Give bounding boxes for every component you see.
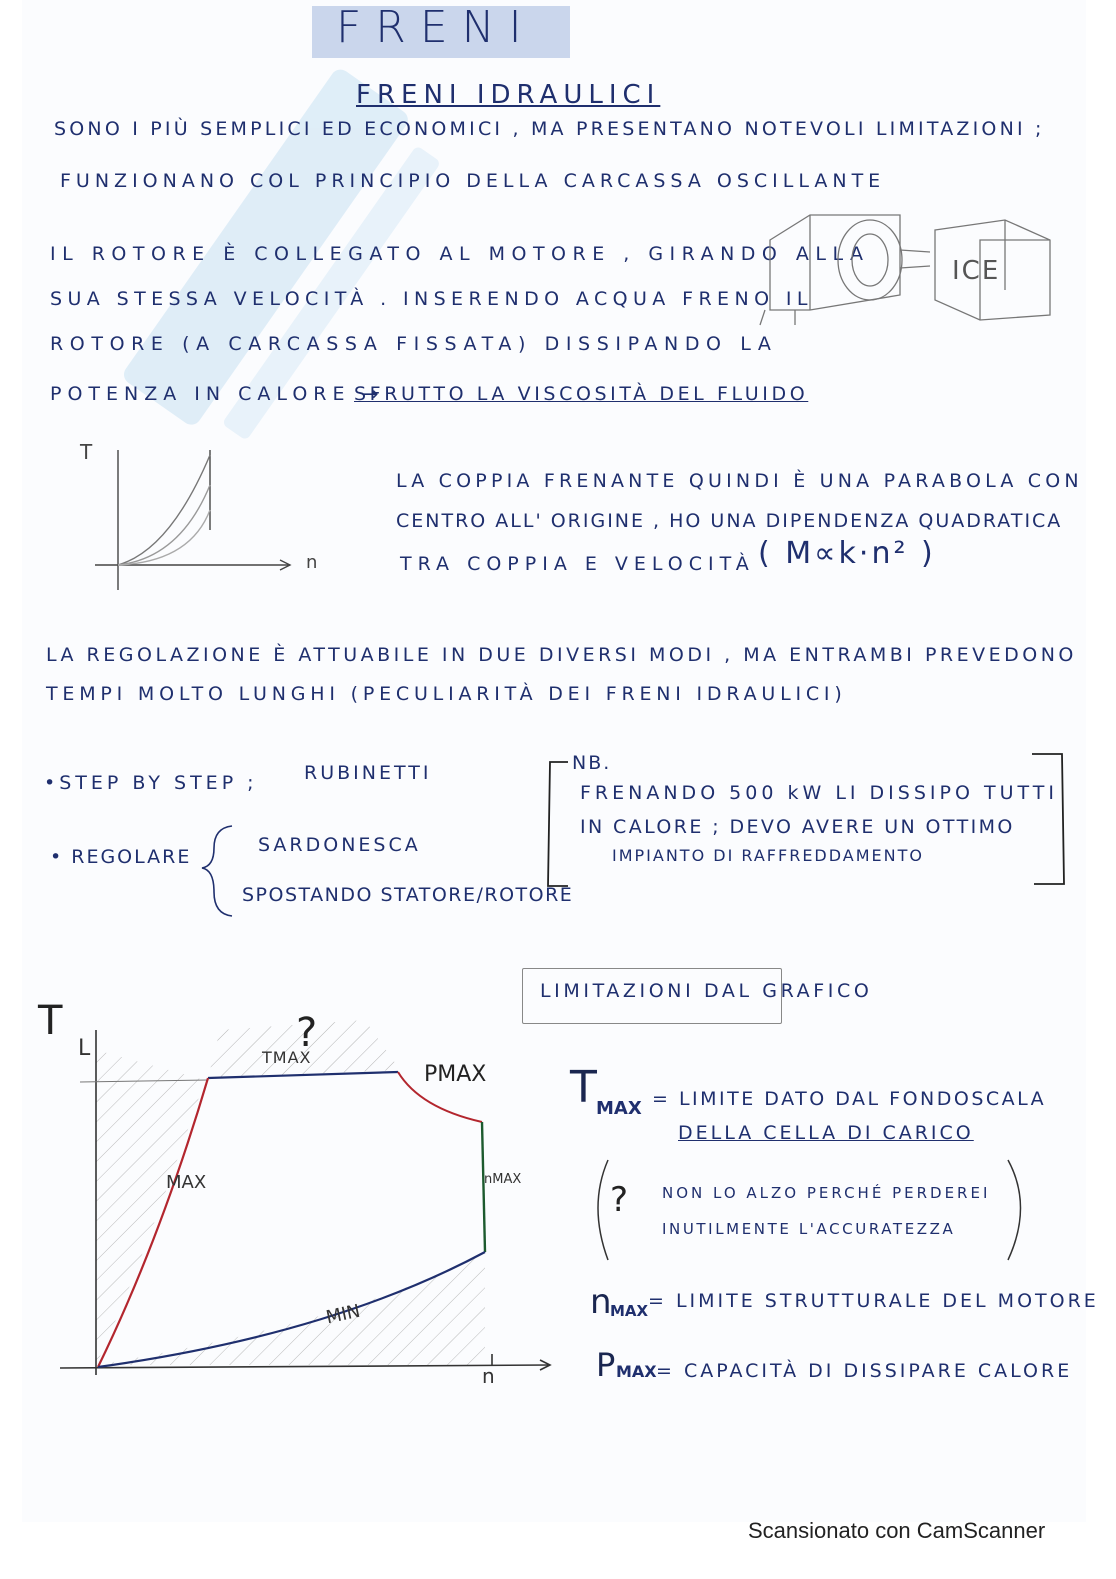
regulation-option-1: SARDONESCA <box>258 834 421 856</box>
limits-graph-x-label: n <box>482 1364 495 1388</box>
left-excluded-zone <box>96 1050 205 1365</box>
nmax-line <box>482 1122 485 1252</box>
tmax-definition-1: = LIMITE DATO DAL FONDOSCALA <box>652 1088 1047 1110</box>
rotor-line-1: IL ROTORE È COLLEGATO AL MOTORE , GIRANDO ALLA <box>50 243 870 265</box>
tmax-note-question: ? <box>610 1180 629 1220</box>
regulation-brace <box>196 822 236 922</box>
scanner-footer: Scansionato con CamScanner <box>748 1518 1046 1543</box>
rotor-line-3: ROTORE (A CARCASSA FISSATA) DISSIPANDO LA <box>50 333 778 355</box>
brake-sketch <box>750 200 1060 330</box>
page-subtitle: FRENI IDRAULICI <box>356 80 661 110</box>
rotor-line-4b: SFRUTTO LA VISCOSITÀ DEL FLUIDO <box>354 383 809 405</box>
limits-graph-pmax-label: PMAX <box>424 1062 487 1087</box>
pmax-symbol: P <box>596 1346 616 1384</box>
sketch-label: ICE <box>952 256 1001 286</box>
note-line-3: IMPIANTO DI RAFFREDDAMENTO <box>612 846 924 865</box>
small-graph-x-label: n <box>306 552 322 573</box>
regulation-item-1-value: RUBINETTI <box>304 762 432 784</box>
torque-line-3: TRA COPPIA E VELOCITÀ <box>400 553 755 575</box>
limits-x-axis <box>60 1365 550 1368</box>
page-title: FRENI <box>336 2 536 53</box>
rotor-line-4a: POTENZA IN CALORE → <box>50 383 385 405</box>
note-label: NB. <box>572 752 612 774</box>
pmax-subscript: MAX <box>616 1362 657 1381</box>
regulation-option-2: SPOSTANDO STATORE/ROTORE <box>242 884 574 906</box>
limits-graph-max-label: MAX <box>166 1172 207 1193</box>
regulation-item-1-label: •STEP BY STEP ; <box>44 772 258 794</box>
limits-graph-nmax-label: nMAX <box>484 1172 522 1187</box>
limits-box-title: LIMITAZIONI DAL GRAFICO <box>540 980 873 1002</box>
intro-line-2: FUNZIONANO COL PRINCIPIO DELLA CARCASSA OSCILLANTE <box>60 170 886 192</box>
bottom-excluded-zone <box>96 1252 485 1365</box>
limits-graph-y-tick: L <box>78 1036 91 1061</box>
tmax-note-line-1: NON LO ALZO PERCHÉ PERDEREI <box>662 1184 991 1202</box>
note-line-1: FRENANDO 500 kW LI DISSIPO TUTTI <box>580 782 1058 804</box>
regulation-line-1: LA REGOLAZIONE È ATTUABILE IN DUE DIVERSI MODI , MA ENTRAMBI PREVEDONO <box>46 644 1077 666</box>
tmax-symbol: T <box>570 1062 597 1113</box>
limits-graph-question-mark: ? <box>296 1010 318 1056</box>
small-graph-y-label: T <box>80 440 97 464</box>
tmax-note-parentheses <box>588 1156 1028 1266</box>
note-line-2: IN CALORE ; DEVO AVERE UN OTTIMO <box>580 816 1015 838</box>
limits-graph-y-label: T <box>38 998 63 1044</box>
intro-line-1: SONO I PIÙ SEMPLICI ED ECONOMICI , MA PRESENTANO NOTEVOLI LIMITAZIONI ; <box>54 118 1045 140</box>
nmax-definition: = LIMITE STRUTTURALE DEL MOTORE <box>648 1290 1099 1312</box>
nmax-subscript: MAX <box>610 1302 649 1320</box>
tmax-subscript: MAX <box>596 1098 642 1119</box>
tmax-definition-2: DELLA CELLA DI CARICO <box>678 1122 974 1144</box>
tmax-note-line-2: INUTILMENTE L'ACCURATEZZA <box>662 1220 956 1238</box>
regulation-item-2-label: • REGOLARE <box>50 846 192 868</box>
regulation-line-2: TEMPI MOLTO LUNGHI (PECULIARITÀ DEI FRENI IDRAULICI) <box>46 683 847 705</box>
nmax-symbol: n <box>590 1282 612 1322</box>
rotor-line-2: SUA STESSA VELOCITÀ . INSERENDO ACQUA FRENO IL <box>50 288 813 310</box>
limits-graph-min-label: MIN <box>324 1300 363 1329</box>
parabola-graph <box>80 440 330 600</box>
pmax-definition: = CAPACITÀ DI DISSIPARE CALORE <box>656 1360 1073 1382</box>
torque-line-1: LA COPPIA FRENANTE QUINDI È UNA PARABOLA CON <box>396 470 1083 492</box>
torque-formula: ( M∝k·n² ) <box>758 536 936 571</box>
torque-line-2: CENTRO ALL' ORIGINE , HO UNA DIPENDENZA QUADRATICA <box>396 510 1063 532</box>
limits-graph-tmax-label: TMAX <box>262 1048 312 1067</box>
